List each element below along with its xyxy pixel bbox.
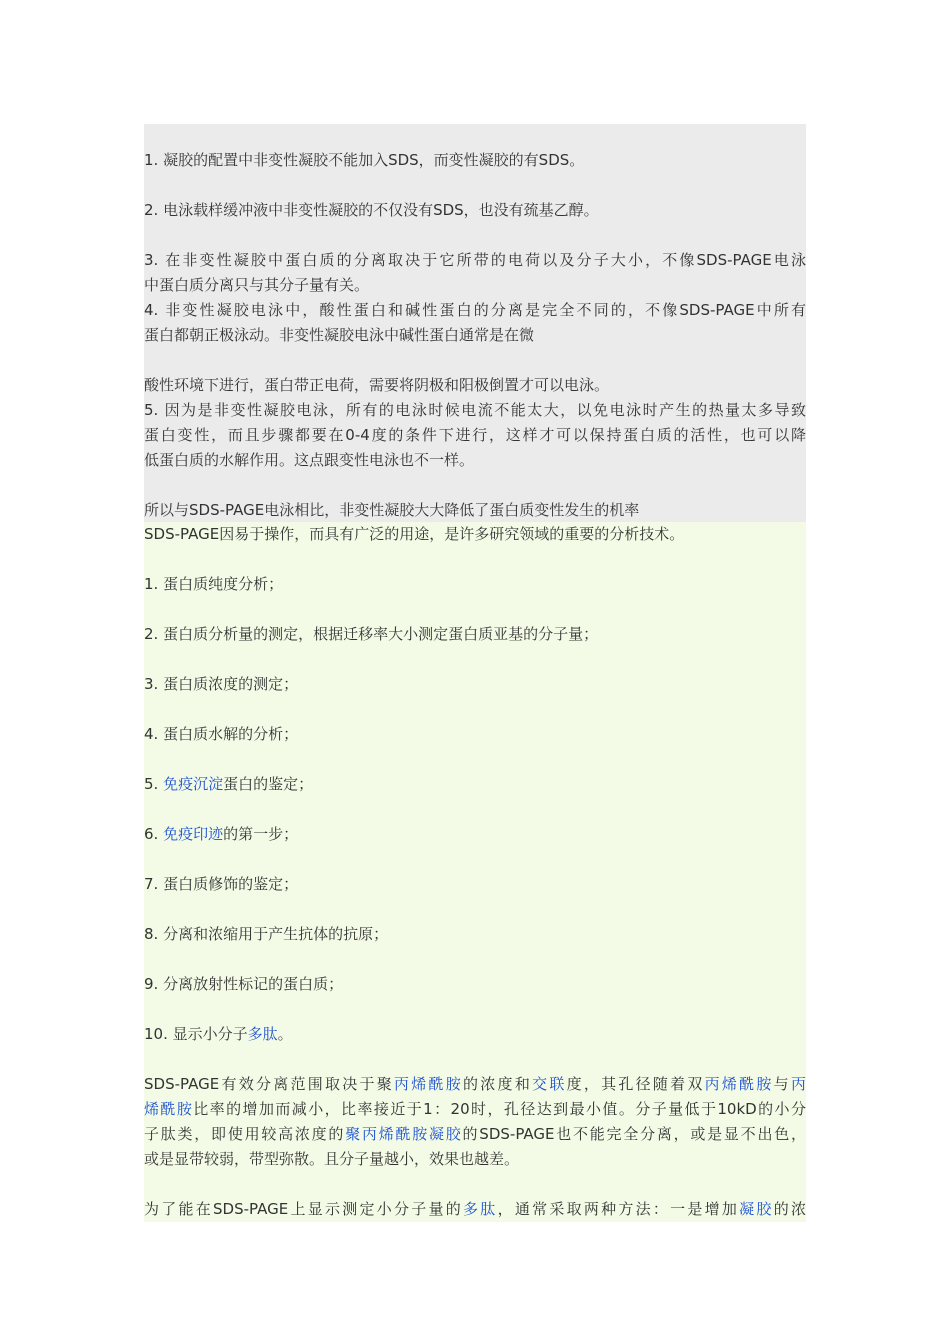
peptide-link[interactable]: 多肽 xyxy=(463,1200,498,1218)
summary-line: 所以与SDS-PAGE电泳相比，非变性凝胶大大降低了蛋白质变性发生的机率 xyxy=(144,501,640,519)
separation-range-line-3 xyxy=(144,1122,806,1147)
list-item-number: 6. xyxy=(144,825,164,843)
point-5-line-1: 5. 因为是非变性凝胶电泳，所有的电泳时候电流不能太大，以免电泳时产生的热量太多导致 xyxy=(144,401,806,419)
nondenaturing-gel-notes xyxy=(144,124,806,522)
paragraph-text: 的浓 xyxy=(773,1200,806,1218)
paragraph-text: 的浓度和 xyxy=(463,1075,533,1093)
separation-range-line-4: 或是显带较弱，带型弥散。且分子量越小，效果也越差。 xyxy=(144,1150,520,1168)
crosslink-link[interactable]: 交联 xyxy=(532,1075,567,1093)
list-item xyxy=(144,1022,806,1047)
point-3-line-2: 中蛋白质分离只与其分子量有关。 xyxy=(144,276,370,294)
paragraph-text: 子肽类，即使用较高浓度的 xyxy=(144,1125,346,1143)
list-item-text: 蛋白的鉴定； xyxy=(223,775,314,793)
western-blot-link[interactable]: 免疫印迹 xyxy=(163,825,224,843)
list-item: 8. 分离和浓缩用于产生抗体的抗原； xyxy=(144,925,389,943)
point-4-line-2: 蛋白都朝正极泳动。非变性凝胶电泳中碱性蛋白通常是在微 xyxy=(144,326,535,344)
sds-page-applications xyxy=(144,522,806,1222)
point-3-line-1: 3. 在非变性凝胶中蛋白质的分离取决于它所带的电荷以及分子大小，不像SDS-PAGE电泳 xyxy=(144,251,806,269)
polyacrylamide-gel-link[interactable]: 聚丙烯酰胺凝胶 xyxy=(345,1125,463,1143)
immunoprecipitation-link[interactable]: 免疫沉淀 xyxy=(163,775,224,793)
list-item xyxy=(144,822,806,847)
point-2: 2. 电泳载样缓冲液中非变性凝胶的不仅没有SDS，也没有巯基乙醇。 xyxy=(144,201,599,219)
acrylamide-link[interactable]: 烯酰胺 xyxy=(144,1100,194,1118)
paragraph-text: 的SDS-PAGE也不能完全分离，或是显不出色， xyxy=(462,1125,806,1143)
paragraph-text: ，通常采取两种方法：一是增加 xyxy=(497,1200,740,1218)
point-1: 1. 凝胶的配置中非变性凝胶不能加入SDS，而变性凝胶的有SDS。 xyxy=(144,151,585,169)
point-5-line-3: 低蛋白质的水解作用。这点跟变性电泳也不一样。 xyxy=(144,451,475,469)
separation-range-line-2 xyxy=(144,1097,806,1122)
list-item xyxy=(144,772,806,797)
point-4-line-1: 4. 非变性凝胶电泳中，酸性蛋白和碱性蛋白的分离是完全不同的，不像SDS-PAGE中所有 xyxy=(144,301,806,319)
acrylamide-link[interactable]: 丙烯酰胺 xyxy=(704,1075,774,1093)
list-item: 9. 分离放射性标记的蛋白质； xyxy=(144,975,344,993)
acrylamide-link[interactable]: 丙 xyxy=(790,1075,806,1093)
list-item-text: 的第一步； xyxy=(223,825,299,843)
paragraph-text: 度，其孔径随着双 xyxy=(566,1075,705,1093)
list-item: 3. 蛋白质浓度的测定； xyxy=(144,675,299,693)
list-item: 2. 蛋白质分析量的测定，根据迁移率大小测定蛋白质亚基的分子量； xyxy=(144,625,599,643)
separation-range-line-1 xyxy=(144,1072,806,1097)
intro-line: SDS-PAGE因易于操作，而具有广泛的用途，是许多研究领域的重要的分析技术。 xyxy=(144,525,685,543)
list-item-text: 10. 显示小分子 xyxy=(144,1025,248,1043)
peptide-link[interactable]: 多肽 xyxy=(247,1025,278,1043)
list-item: 7. 蛋白质修饰的鉴定； xyxy=(144,875,299,893)
list-item-text: 。 xyxy=(277,1025,293,1043)
acrylamide-link[interactable]: 丙烯酰胺 xyxy=(394,1075,464,1093)
gel-link[interactable]: 凝胶 xyxy=(739,1200,774,1218)
list-item-number: 5. xyxy=(144,775,164,793)
small-peptide-line-1 xyxy=(144,1197,806,1222)
point-4-line-3: 酸性环境下进行，蛋白带正电荷，需要将阴极和阳极倒置才可以电泳。 xyxy=(144,376,610,394)
paragraph-text: 为了能在SDS-PAGE上显示测定小分子量的 xyxy=(144,1200,464,1218)
list-item: 1. 蛋白质纯度分析； xyxy=(144,575,284,593)
point-5-line-2: 蛋白变性，而且步骤都要在0-4度的条件下进行，这样才可以保持蛋白质的活性，也可以降 xyxy=(144,426,806,444)
paragraph-text: 与 xyxy=(773,1075,791,1093)
list-item: 4. 蛋白质水解的分析； xyxy=(144,725,299,743)
paragraph-text: 比率的增加而减小，比率接近于1：20时，孔径达到最小值。分子量低于10kD的小分 xyxy=(193,1100,806,1118)
paragraph-text: SDS-PAGE有效分离范围取决于聚 xyxy=(144,1075,395,1093)
